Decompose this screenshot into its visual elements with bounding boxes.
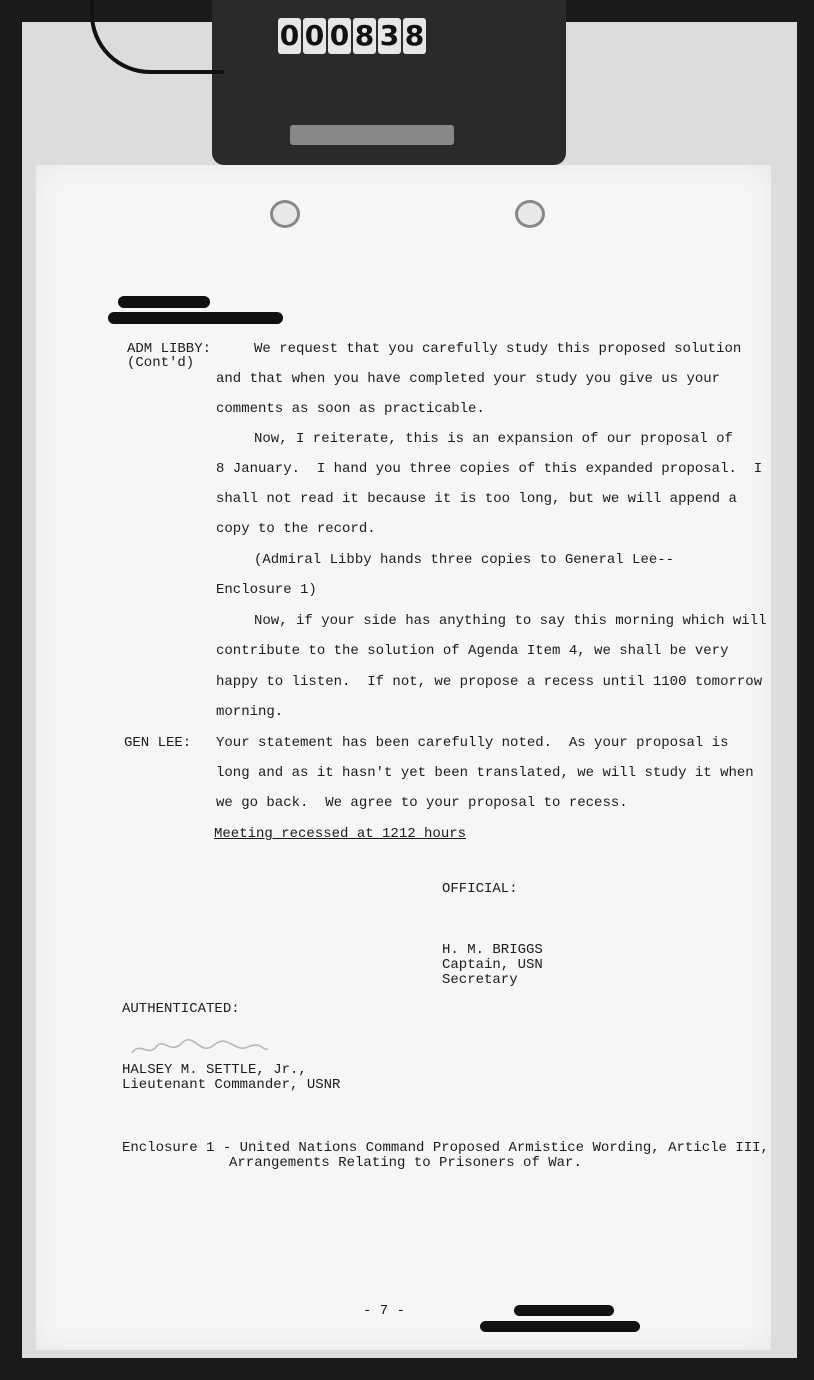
handwritten-signature	[130, 1035, 270, 1061]
page-number: - 7 -	[363, 1303, 406, 1319]
punch-hole	[515, 200, 545, 228]
official-title: Secretary	[442, 972, 518, 988]
authenticated-rank: Lieutenant Commander, USNR	[122, 1077, 341, 1093]
redaction-bar	[108, 312, 283, 324]
counter-digit: 3	[379, 19, 400, 52]
body-line: We request that you carefully study this proposed solution	[254, 341, 742, 357]
punch-hole	[270, 200, 300, 228]
body-line: contribute to the solution of Agenda Item 4, we shall be very	[216, 643, 729, 659]
speaker-adm-libby: ADM LIBBY:	[127, 341, 212, 357]
enclosure-line: Arrangements Relating to Prisoners of War.	[229, 1155, 582, 1171]
body-line: Now, if your side has anything to say this morning which will	[254, 613, 767, 629]
redaction-bar	[514, 1305, 614, 1316]
body-line: (Admiral Libby hands three copies to General Lee--	[254, 552, 675, 568]
body-line: comments as soon as practicable.	[216, 401, 485, 417]
speaker-gen-lee: GEN LEE:	[124, 735, 192, 751]
body-line: Your statement has been carefully noted. As your proposal is	[216, 735, 729, 751]
body-line: copy to the record.	[216, 521, 376, 537]
official-rank: Captain, USN	[442, 957, 543, 973]
official-heading: OFFICIAL:	[442, 881, 518, 897]
body-line: we go back. We agree to your proposal to recess.	[216, 795, 628, 811]
counter-digit: 8	[354, 19, 375, 52]
body-line: and that when you have completed your study you give us your	[216, 371, 721, 387]
body-line: Now, I reiterate, this is an expansion of our proposal of	[254, 431, 733, 447]
body-line: shall not read it because it is too long, but we will append a	[216, 491, 737, 507]
body-line: happy to listen. If not, we propose a recess until 1100 tomorrow	[216, 674, 763, 690]
counter-digit: 0	[279, 19, 300, 52]
clip-plate	[290, 125, 454, 145]
counter-digit: 8	[404, 19, 425, 52]
authenticated-name: HALSEY M. SETTLE, Jr.,	[122, 1062, 307, 1078]
body-line: 8 January. I hand you three copies of this expanded proposal. I	[216, 461, 763, 477]
body-line: morning.	[216, 704, 284, 720]
body-line: Enclosure 1)	[216, 582, 317, 598]
counter-digit: 0	[304, 19, 325, 52]
recess-note: Meeting recessed at 1212 hours	[214, 826, 467, 842]
frame-counter	[278, 18, 426, 54]
speaker-continued: (Cont'd)	[127, 355, 195, 371]
body-line: long and as it hasn't yet been translated, we will study it when	[216, 765, 754, 781]
redaction-bar	[480, 1321, 640, 1332]
official-name: H. M. BRIGGS	[442, 942, 543, 958]
redaction-bar	[118, 296, 210, 308]
counter-digit: 0	[329, 19, 350, 52]
enclosure-line: Enclosure 1 - United Nations Command Proposed Armistice Wording, Article III,	[122, 1140, 769, 1156]
authenticated-heading: AUTHENTICATED:	[122, 1001, 240, 1017]
